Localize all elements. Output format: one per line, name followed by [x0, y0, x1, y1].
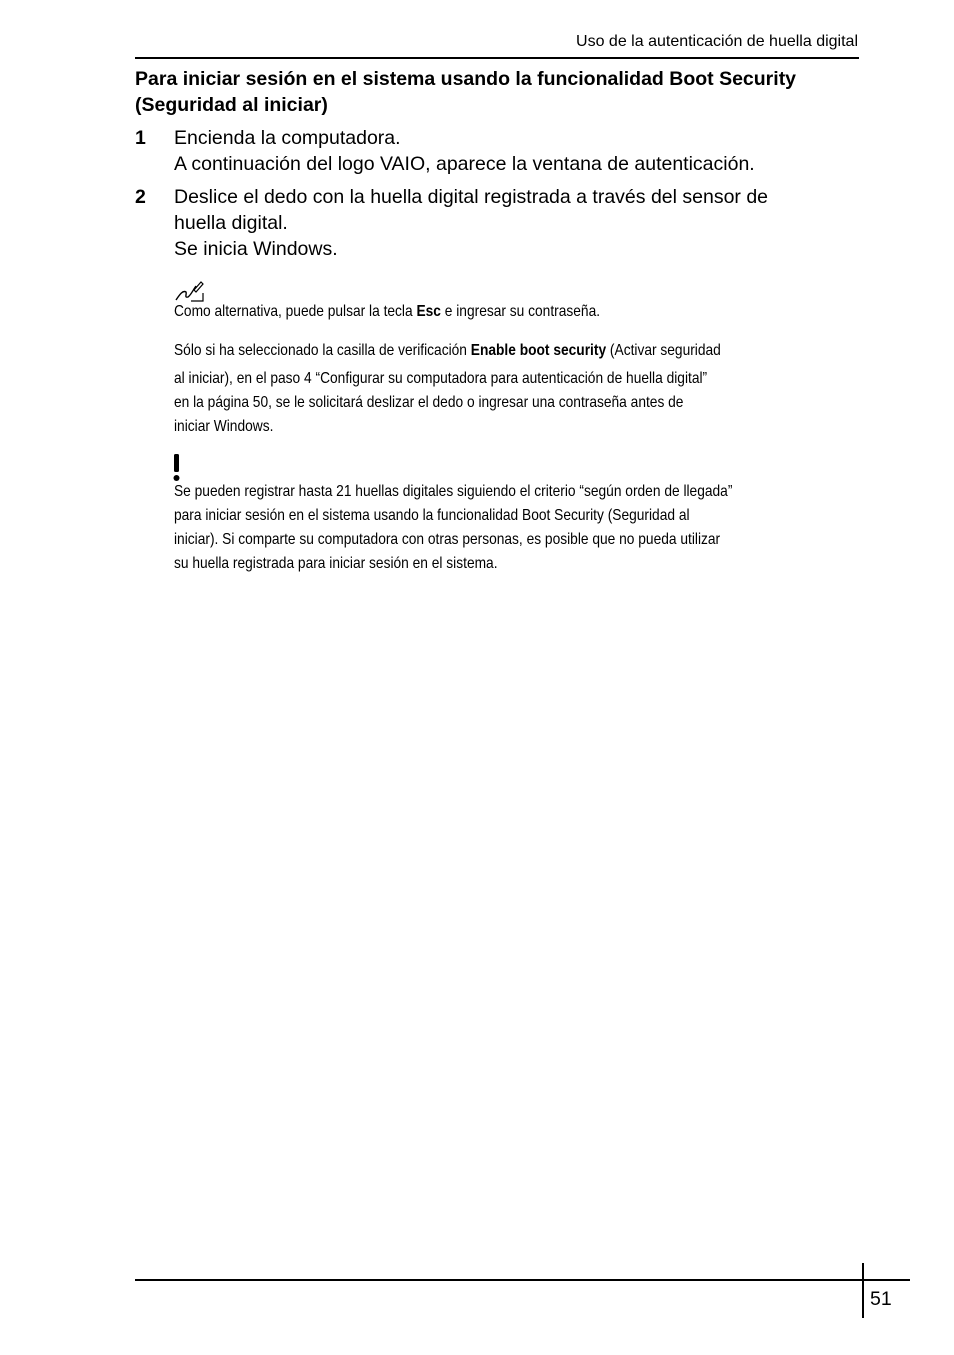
- step-line: huella digital.: [174, 212, 288, 234]
- note-paragraph-2: [174, 339, 767, 439]
- note-text: Como alternativa, puede pulsar la tecla: [174, 303, 417, 320]
- header-rule: [135, 57, 859, 59]
- note-text: e ingresar su contraseña.: [440, 303, 601, 320]
- warning-line: iniciar). Si comparte su computadora con otras personas, es posible que no pueda utilizar: [174, 531, 721, 548]
- warning-line: su huella registrada para iniciar sesión en el sistema.: [174, 555, 498, 572]
- section-title-line-2: (Seguridad al iniciar): [135, 94, 328, 116]
- footer-divider: [862, 1263, 864, 1318]
- step-number: 2: [135, 186, 146, 208]
- footer-rule: [135, 1279, 910, 1281]
- pencil-note-icon: [174, 280, 204, 302]
- note-text: (Activar seguridad: [606, 342, 721, 359]
- step-line: Encienda la computadora.: [174, 127, 401, 149]
- page-number: 51: [870, 1288, 892, 1310]
- section-title-line-1: Para iniciar sesión en el sistema usando la funcionalidad Boot Security: [135, 68, 797, 90]
- warning-line: Se pueden registrar hasta 21 huellas digitales siguiendo el criterio “según orden de llegada”: [174, 483, 733, 500]
- option-enable-boot-security: Enable boot security: [470, 342, 607, 359]
- exclamation-icon: [172, 454, 182, 482]
- step-line: Se inicia Windows.: [174, 238, 338, 260]
- warning-paragraph: [174, 480, 767, 576]
- step-line: A continuación del logo VAIO, aparece la ventana de autenticación.: [174, 153, 755, 175]
- note-paragraph-1: [174, 300, 767, 324]
- key-esc: Esc: [416, 303, 441, 320]
- note-line: iniciar Windows.: [174, 418, 274, 435]
- step-body: [174, 125, 864, 177]
- section-title: [135, 66, 865, 118]
- running-header: Uso de la autenticación de huella digital: [576, 33, 858, 50]
- step-body: [174, 184, 864, 262]
- note-text: Sólo si ha seleccionado la casilla de verificación: [174, 342, 471, 359]
- warning-line: para iniciar sesión en el sistema usando la funcionalidad Boot Security (Seguridad al: [174, 507, 690, 524]
- step-line: Deslice el dedo con la huella digital registrada a través del sensor de: [174, 186, 769, 208]
- note-line: al iniciar), en el paso 4 “Configurar su computadora para autenticación de huella digital”: [174, 370, 708, 387]
- step-number: 1: [135, 127, 146, 149]
- note-line: en la página 50, se le solicitará deslizar el dedo o ingresar una contraseña antes de: [174, 394, 684, 411]
